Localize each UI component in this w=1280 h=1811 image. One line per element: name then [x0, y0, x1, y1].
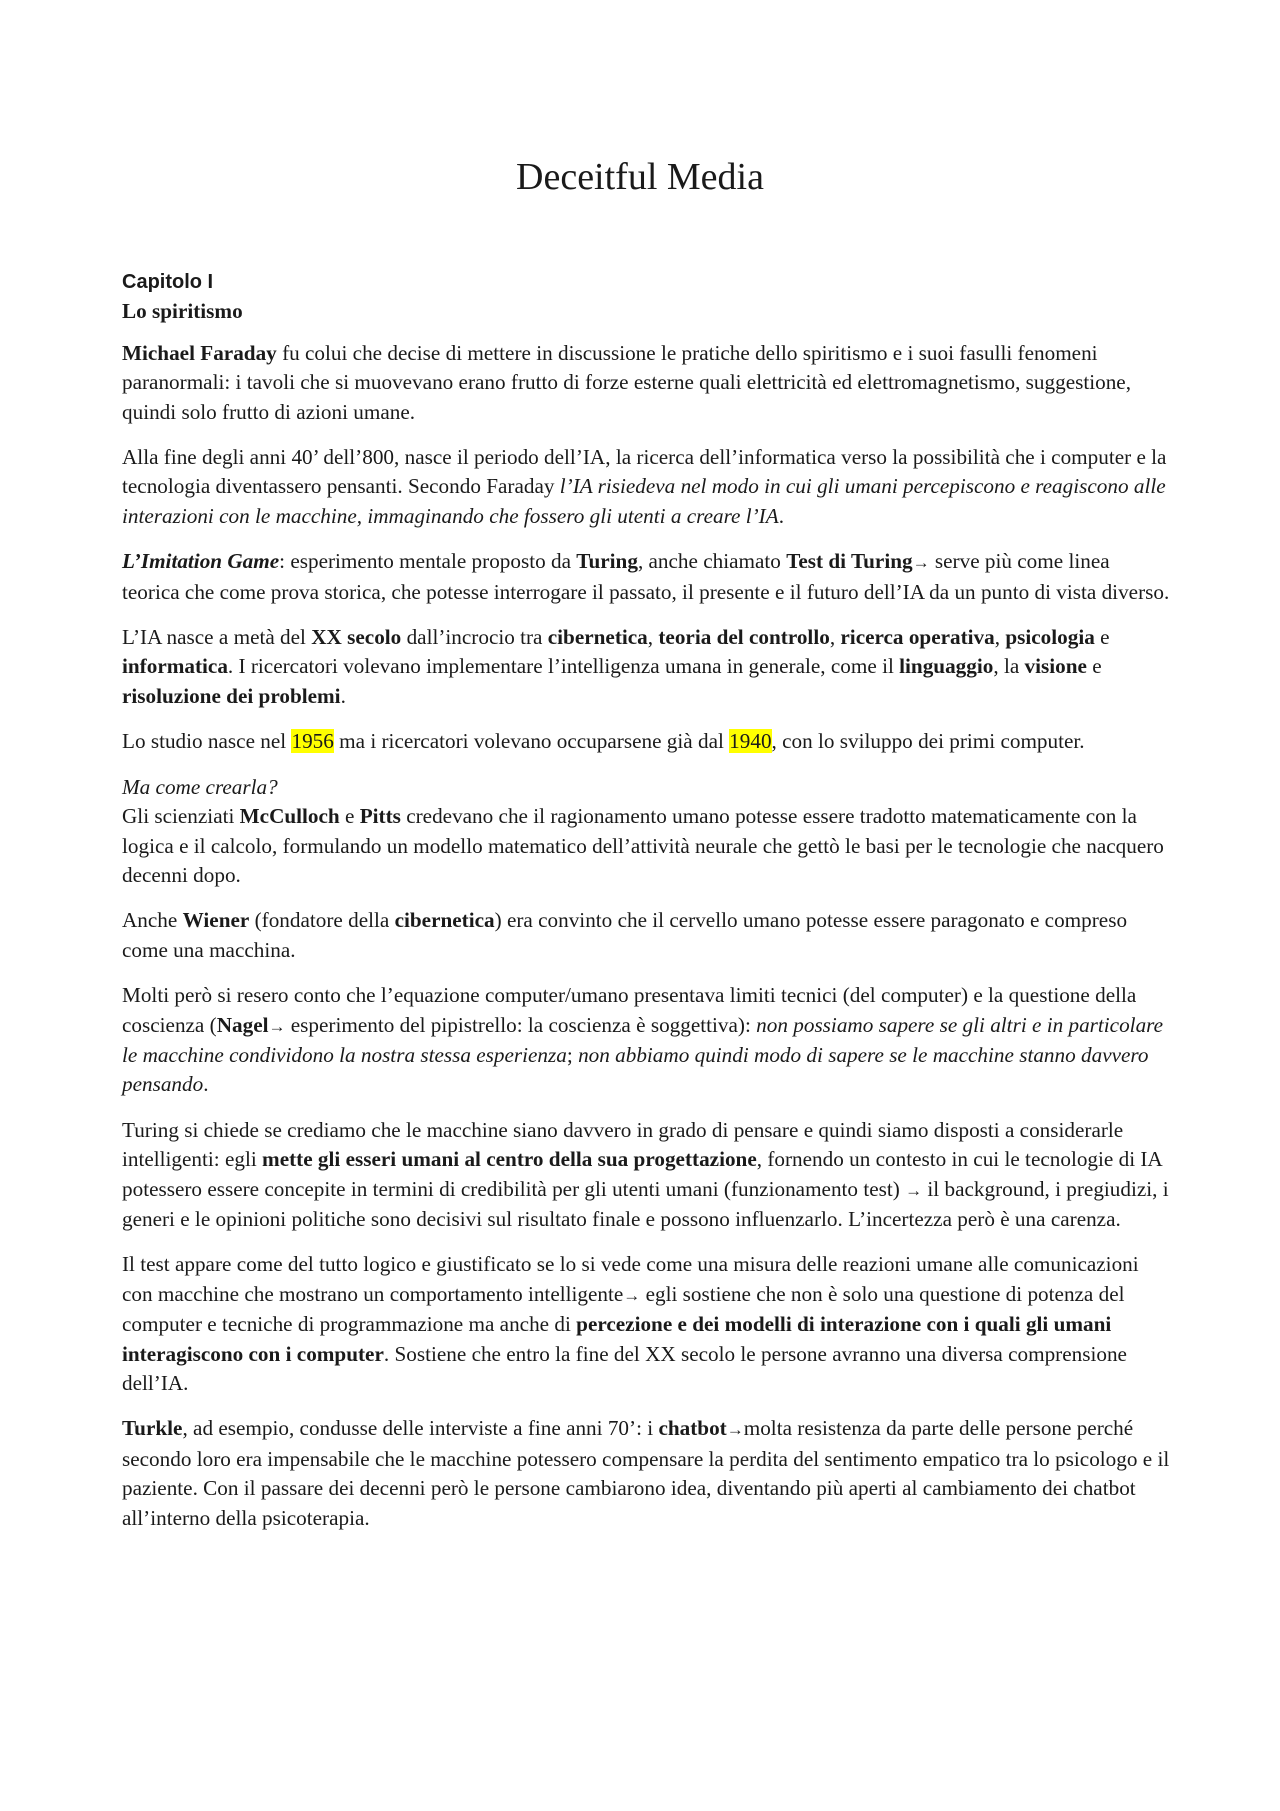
bold-term: linguaggio [899, 654, 994, 679]
text-span: Anche [122, 908, 183, 933]
paragraph-turing-humans [122, 1116, 1172, 1235]
arrow-right-icon: → [623, 1285, 641, 1305]
text-span: : esperimento mentale proposto da [279, 549, 577, 574]
chapter-heading: Capitolo I [122, 271, 214, 293]
bold-term: Wiener [182, 908, 250, 933]
bold-term [122, 549, 279, 573]
italic-span: L’Imitation Game [122, 549, 280, 574]
text-span: , [994, 625, 1006, 650]
bold-term: psicologia [1005, 625, 1095, 650]
text-span: Molti però si resero conto che l’equazione computer/umano presentava limiti tecnici (del computer) e la questione della coscienza ( [122, 983, 1137, 1037]
text-span: , [647, 625, 659, 650]
italic-span: non possiamo sapere se gli altri e in particolare le macchine condividono la nostra stessa esperienza [122, 1012, 1164, 1067]
bold-term: Nagel [216, 1012, 269, 1037]
bold-term: ricerca operativa [840, 625, 995, 650]
paragraph-wiener [122, 906, 1172, 965]
bold-term: McCulloch [239, 804, 340, 829]
bold-term: cibernetica [547, 625, 648, 650]
text-span: , anche chiamato [637, 549, 787, 574]
paragraph-test-logic [122, 1250, 1172, 1398]
text-span: Il test appare come del tutto logico e giustificato se lo si vede come una misura delle reazioni umane alle comunicazioni con macchine che mostrano un comportamento intelligente [122, 1252, 1139, 1306]
highlighted-year: 1956 [291, 729, 334, 754]
text-span: Lo studio nasce nel [122, 729, 292, 754]
text-span: . [203, 1072, 209, 1097]
text-span: L’IA nasce a metà del [122, 625, 312, 650]
italic-span: non abbiamo quindi modo di sapere se le macchine stanno davvero pensando [122, 1042, 1149, 1097]
text-span: . [340, 683, 346, 708]
bold-term: mette gli esseri umani al centro della sua progettazione [262, 1147, 757, 1172]
text-span: fu colui che decise di mettere in discussione le pratiche dello spiritismo e i suoi fasulli fenomeni paranormali: i tavoli che si muovevano erano frutto di forze esterne quali elettricità ed elettromagnetismo, suggestione, quindi solo frutto di azioni umane. [122, 340, 1132, 424]
bold-term: Pitts [359, 804, 401, 829]
text-span: Gli scienziati [122, 804, 240, 829]
text-span: credevano che il ragionamento umano potesse essere tradotto matematicamente con la logica e il calcolo, formulando un modello matematico dell’attività neurale che gettò le basi per le tecnologie che nacquero decenni dopo. [122, 804, 1164, 887]
document-body [122, 268, 1172, 1549]
text-span: , [829, 625, 841, 650]
bold-term: percezione e dei modelli di interazione con i quali gli umani interagiscono con i computer [122, 1312, 1112, 1366]
paragraph-faraday [122, 339, 1172, 427]
arrow-right-icon: → [268, 1016, 286, 1036]
bold-term: risoluzione dei problemi [122, 683, 341, 708]
paragraph-turkle [122, 1414, 1172, 1533]
text-span: . I ricercatori volevano implementare l’intelligenza umana in generale, come il [227, 654, 900, 679]
paragraph-imitation-game [122, 547, 1172, 607]
text-span: Alla fine degli anni 40’ dell’800, nasce il periodo dell’IA, la ricerca dell’informatica verso la possibilità che i computer e la tecnologia diventassero pensanti. Secondo Faraday [122, 445, 1167, 499]
text-span: ) era convinto che il cervello umano potesse essere paragonato e compreso come una macchina. [122, 908, 1128, 962]
bold-term: teoria del controllo [658, 625, 830, 650]
bold-term: Test di Turing [786, 549, 913, 574]
text-span: ma i ricercatori volevano occuparsene già dal [333, 729, 730, 754]
bold-term: chatbot [658, 1416, 727, 1441]
text-span: e [339, 804, 360, 829]
bold-term: Turing [576, 549, 638, 574]
text-span: ; [566, 1042, 579, 1067]
paragraph-ia-birth [122, 623, 1172, 711]
text-span: e [1094, 625, 1110, 650]
text-span: , fornendo un contesto in cui le tecnologie di IA potessero essere concepite in termini di credibilità per gli utenti umani (funzionamento test) [122, 1147, 1162, 1201]
highlighted-year: 1940 [729, 729, 772, 754]
text-span: egli sostiene che non è solo una questione di potenza del computer e tecniche di programmazione ma anche di [122, 1281, 1125, 1337]
text-span: Turing si chiede se crediamo che le macchine siano davvero in grado di pensare e quindi siamo disposti a considerarle intelligenti: egli [122, 1117, 1124, 1172]
bold-term: cibernetica [394, 908, 495, 933]
text-span: (fondatore della [249, 908, 395, 933]
italic-span: l’IA risiedeva nel modo in cui gli umani percepiscono e reagiscono alle interazioni con le macchine, immaginando che fossero gli utenti a creare l’IA [122, 474, 1166, 528]
italic-question: Ma come crearla? [122, 774, 278, 799]
text-span: dall’incrocio tra [401, 625, 548, 650]
text-span: . Sostiene che entro la fine del XX secolo le persone avranno una diversa comprensione dell’IA. [122, 1341, 1127, 1395]
bold-term: Michael Faraday [122, 340, 277, 365]
bold-term: informatica [122, 654, 228, 679]
text-span: serve più come linea teorica che come prova storica, che potesse interrogare il passato, il presente e il futuro dell’IA da un punto di vista diverso. [122, 549, 1170, 604]
text-span: , la [993, 654, 1025, 679]
text-span: e [1086, 654, 1102, 679]
text-span: molta resistenza da parte delle persone perché secondo loro era impensabile che le macchine potessero compensare la perdita del sentimento empatico tra lo psicologo e il paziente. Con il passare dei decenni però le persone cambiarono idea, diventando più aperti al cambiamento dei chatbot all’interno della psicoterapia. [122, 1416, 1170, 1530]
arrow-right-icon: → [726, 1420, 744, 1440]
bold-term: XX secolo [311, 625, 402, 650]
document-title: Deceitful Media [516, 156, 764, 198]
text-span: . [778, 503, 784, 528]
paragraph-nagel [122, 981, 1172, 1100]
paragraph-dates [122, 727, 1172, 756]
bold-term: visione [1024, 654, 1087, 679]
text-span: , con lo sviluppo dei primi computer. [771, 729, 1085, 754]
bold-term: Turkle [122, 1416, 183, 1441]
text-span: esperimento del pipistrello: la coscienza è soggettiva): [285, 1012, 757, 1037]
section-title: Lo spiritismo [122, 299, 243, 324]
paragraph-ia-origins [122, 443, 1172, 531]
text-span: il background, i pregiudizi, i generi e le opinioni politiche sono decisivi sul risultato finale e possono influenzarlo. L’incertezza però è una carenza. [122, 1176, 1169, 1231]
arrow-right-icon: → [912, 553, 930, 573]
arrow-right-icon: → [905, 1180, 923, 1200]
text-span: , ad esempio, condusse delle interviste a fine anni 70’: i [182, 1416, 659, 1441]
paragraph-mcculloch-pitts [122, 773, 1172, 891]
